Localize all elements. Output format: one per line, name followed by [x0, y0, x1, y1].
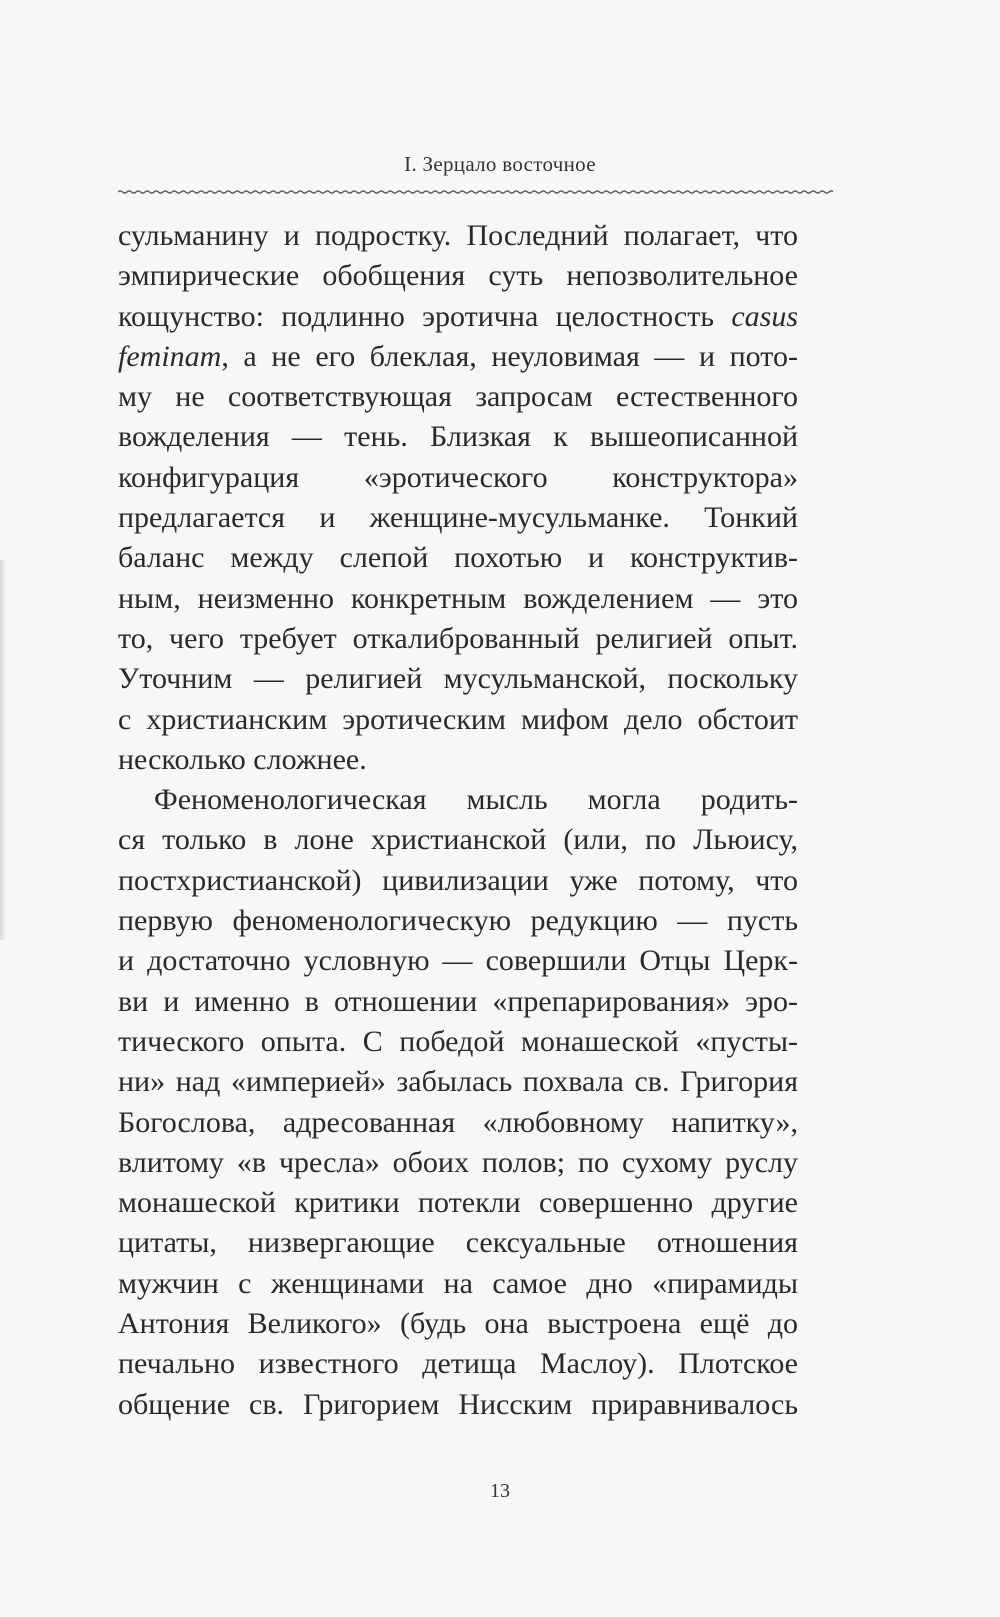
text-line: несколько сложнее. [118, 742, 367, 776]
text-line: конфигурация «эротического конструктора» [118, 460, 798, 494]
wavy-divider [118, 186, 833, 198]
text-line: с христианским эротическим мифом дело обстоит [118, 702, 798, 736]
text-line: сульманину и подростку. Последний полагает, что [118, 219, 798, 252]
text-line: эмпирические обобщения суть непозволительное [118, 259, 798, 293]
text-line: Уточним — религией мусульманской, поскольку [118, 662, 798, 696]
text-line: предлагается и женщине-мусульманке. Тонкий [118, 501, 798, 535]
text-line: баланс между слепой похотью и конструктив- [118, 541, 798, 575]
text-line: Богослова, адресованная «любовному напитку», [118, 1105, 798, 1139]
text-line: влитому «в чресла» обоих полов; по сухому руслу [118, 1145, 798, 1179]
text-line: вожделения — тень. Близкая к вышеописанной [118, 420, 798, 454]
running-head: I. Зерцало восточное [404, 152, 596, 176]
text-line: му не соответствующая запросам естественного [118, 380, 798, 414]
text-line: печально известного детища Маслоу). Плотское [118, 1347, 798, 1381]
text-line: монашеской критики потекли совершенно другие [118, 1186, 798, 1220]
body-text [118, 216, 798, 1425]
text-line: Антония Великого» (будь она выстроена ещё до [118, 1307, 798, 1341]
text-line: общение св. Григорием Нисским приравнивалось [118, 1387, 798, 1421]
text-line: постхристианской) цивилизации уже потому, что [118, 863, 798, 897]
text-line: ни» над «империей» забылась похвала св. Григория [118, 1065, 798, 1099]
latin-term: feminam [118, 339, 222, 373]
latin-term: casus [731, 299, 799, 333]
text-line: ви и именно в отношении «препарирования» эро- [118, 984, 798, 1018]
text-fragment: кощунство: подлинно эротична целостность [118, 299, 715, 333]
text-line: ным, неизменно конкретным вожделением — это [118, 581, 798, 615]
text-line [118, 297, 798, 337]
text-line: Феноменологическая мысль могла родить- [154, 783, 798, 817]
text-line: ся только в лоне христианской (или, по Льюису, [118, 823, 798, 857]
page-number: 13 [490, 1480, 510, 1502]
text-line: мужчин с женщинами на самое дно «пирамиды [118, 1266, 798, 1300]
text-line: и достаточно условную — совершили Отцы Церк- [118, 944, 798, 978]
page-edge-shadow [0, 560, 6, 940]
text-line: первую феноменологическую редукцию — пусть [118, 904, 798, 938]
text-line: то, чего требует откалиброванный религией опыт. [118, 621, 798, 655]
text-line: цитаты, низвергающие сексуальные отношения [118, 1226, 798, 1260]
text-fragment: , а не его блеклая, неуловимая — и пото- [221, 339, 798, 373]
text-line [118, 337, 798, 377]
text-line: тического опыта. С победой монашеской «пусты- [118, 1024, 798, 1058]
